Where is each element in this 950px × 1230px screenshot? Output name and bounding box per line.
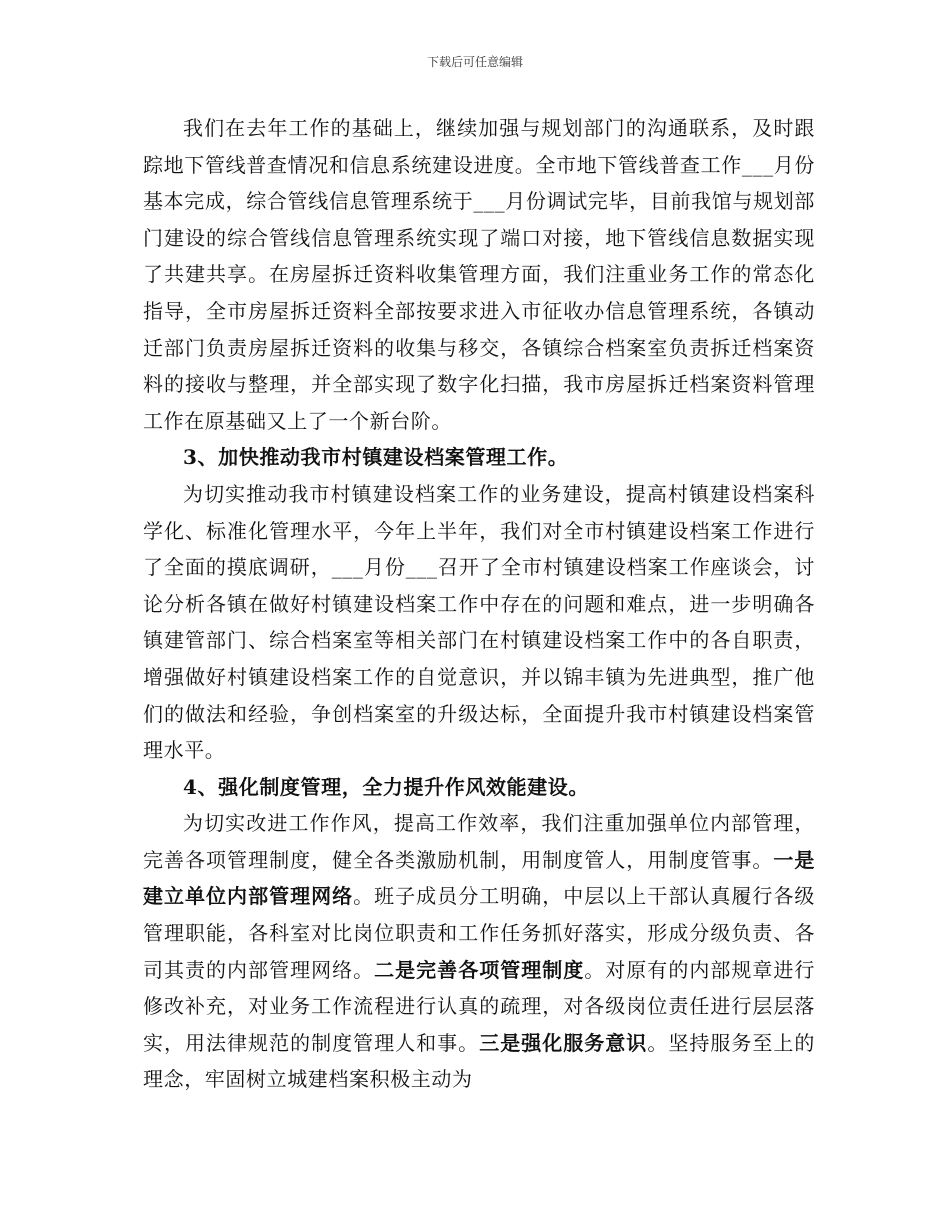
paragraph-village-archives: 为切实推动我市村镇建设档案工作的业务建设，提高村镇建设档案科学化、标准化管理水平，今年上半年，我们对全市村镇建设档案工作进行了全面的摸底调研，___月份___召开了全市村镇建设档案工作座谈会，讨论分析各镇在做好村镇建设档案工作中存在的问题和难点，进一步明确各镇建管部门、综合档案室等相关部门在村镇建设档案工作中的各自职责，增强做好村镇建设档案工作的自觉意识，并以锦丰镇为先进典型，推广他们的做法和经验，争创档案室的升级达标，全面提升我市村镇建设档案管理水平。 [143, 481, 815, 763]
paragraph-institution-management [143, 805, 815, 1098]
document-body [143, 110, 815, 1098]
page-header: 下载后可任意编辑 [426, 55, 523, 69]
text-span: 为切实改进工作作风，提高工作效率，我们注重加强单位内部管理，完善各项管理制度，健全各类激励机制，用制度管人，用制度管事。 [143, 811, 815, 872]
text-span: 。班子成员分工明确，中层以上干部认真履行各级管理职能，各科室对比岗位职责和工作任务抓好落实，形成分级负责、各司其责的内部管理网络。 [143, 884, 816, 982]
text-span: 。坚持服务至上的理念，牢固树立城建档案积极主动为 [143, 1030, 815, 1092]
bold-point-3: 三是强化服务意识 [479, 1030, 648, 1055]
text-span: 。对原有的内部规章进行修改补充，对业务工作流程进行认真的疏理，对各级岗位责任进行层层落实，用法律规范的制度管理人和事。 [143, 957, 815, 1055]
section-heading-4: 4、强化制度管理，全力提升作风效能建设。 [183, 774, 589, 799]
bold-point-1: 一是建立单位内部管理网络 [143, 847, 816, 909]
bold-point-2: 二是完善各项管理制度 [374, 957, 585, 982]
section-heading-3: 3、加快推动我市村镇建设档案管理工作。 [183, 445, 569, 470]
paragraph-pipeline-archives: 我们在去年工作的基础上，继续加强与规划部门的沟通联系，及时跟踪地下管线普查情况和信息系统建设进度。全市地下管线普查工作___月份基本完成，综合管线信息管理系统于___月份调试完毕，目前我馆与规划部门建设的综合管线信息管理系统实现了端口对接，地下管线信息数据实现了共建共享。在房屋拆迁资料收集管理方面，我们注重业务工作的常态化指导，全市房屋拆迁资料全部按要求进入市征收办信息管理系统，各镇动迁部门负责房屋拆迁资料的收集与移交，各镇综合档案室负责拆迁档案资料的接收与整理，并全部实现了数字化扫描，我市房屋拆迁档案资料管理工作在原基础又上了一个新台阶。 [143, 116, 815, 433]
